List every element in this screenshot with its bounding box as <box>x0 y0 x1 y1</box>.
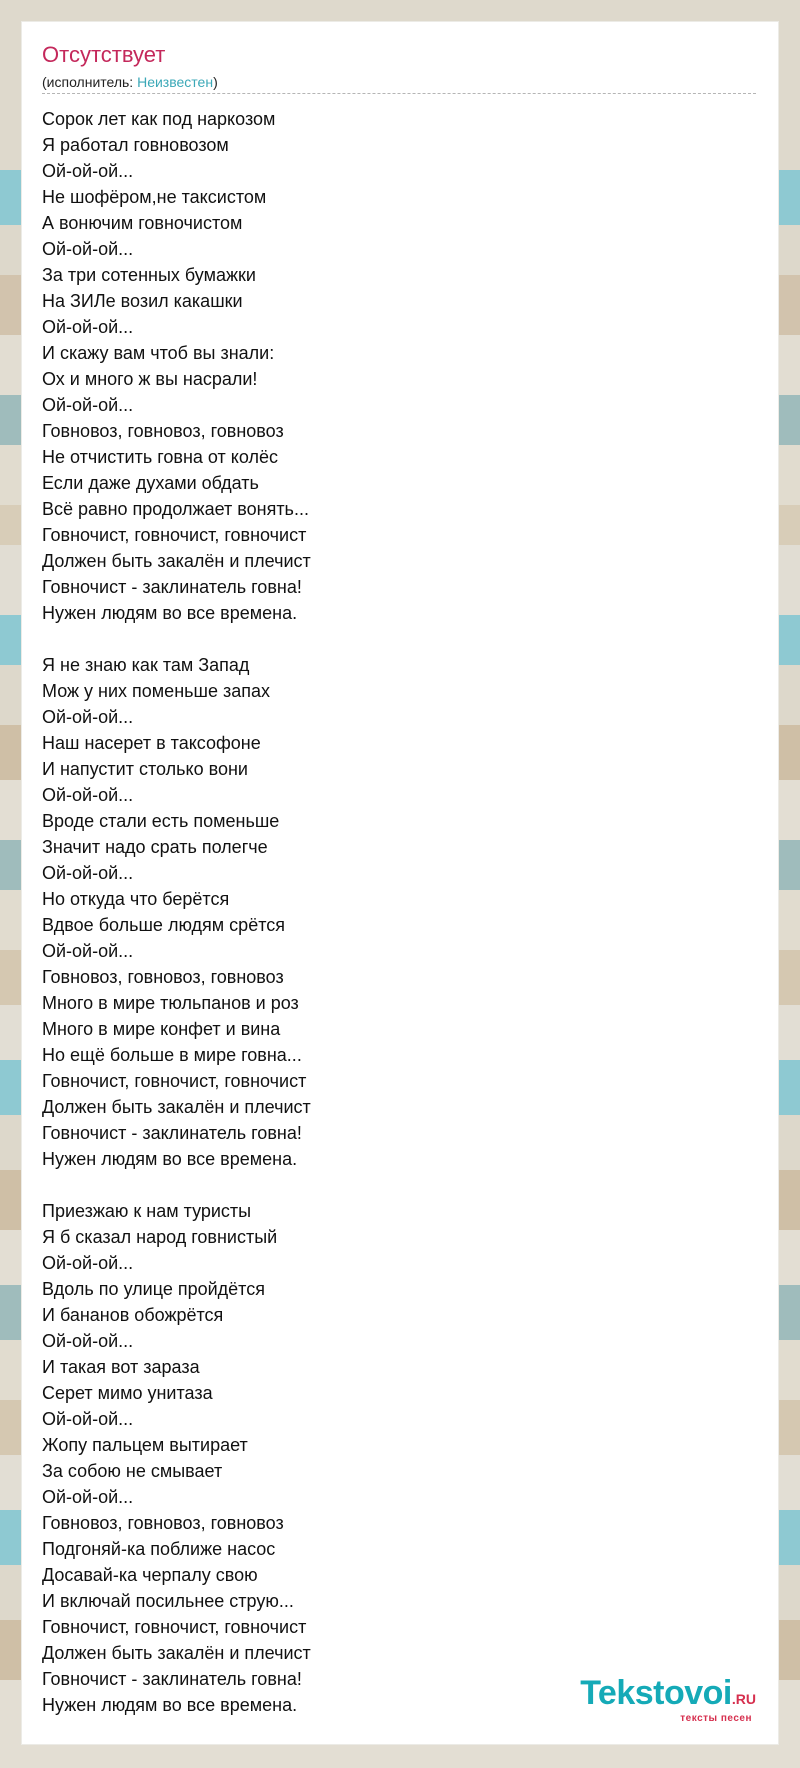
lyric-line: Говночист, говночист, говночист <box>42 1071 307 1091</box>
site-logo[interactable] <box>580 1676 756 1724</box>
lyric-line: Ой-ой-ой... <box>42 395 134 415</box>
lyric-line: Ой-ой-ой... <box>42 941 134 961</box>
lyric-line: Говночист - заклинатель говна! <box>42 577 302 597</box>
lyrics-card <box>22 22 778 1744</box>
lyric-line: Наш насерет в таксофоне <box>42 733 261 753</box>
lyric-line: Я б сказал народ говнистый <box>42 1227 278 1247</box>
lyric-line: Ой-ой-ой... <box>42 785 134 805</box>
lyric-line: Должен быть закалён и плечист <box>42 1097 311 1117</box>
lyric-line: Ой-ой-ой... <box>42 317 134 337</box>
lyric-line: Я работал говновозом <box>42 135 229 155</box>
lyric-line: Я не знаю как там Запад <box>42 655 250 675</box>
lyric-line: И такая вот зараза <box>42 1357 200 1377</box>
lyric-line: На ЗИЛе возил какашки <box>42 291 243 311</box>
lyric-line: Нужен людям во все времена. <box>42 1695 298 1715</box>
lyric-line: Говночист - заклинатель говна! <box>42 1123 302 1143</box>
stanza-gap <box>42 626 742 652</box>
artist-link[interactable]: Неизвестен <box>137 74 214 90</box>
lyric-line: За собою не смывает <box>42 1461 223 1481</box>
lyric-line: Ой-ой-ой... <box>42 863 134 883</box>
lyric-line: Много в мире конфет и вина <box>42 1019 281 1039</box>
lyric-line: Ой-ой-ой... <box>42 1487 134 1507</box>
lyric-line: Ой-ой-ой... <box>42 1331 134 1351</box>
lyric-line: И напустит столько вони <box>42 759 248 779</box>
lyrics-text <box>42 106 742 1718</box>
lyric-line: Говночист, говночист, говночист <box>42 1617 307 1637</box>
lyric-line: Но ещё больше в мире говна... <box>42 1045 302 1065</box>
lyric-line: Должен быть закалён и плечист <box>42 1643 311 1663</box>
lyric-line: Говновоз, говновоз, говновоз <box>42 421 284 441</box>
logo-main-text: Tekstovoi <box>580 1674 732 1712</box>
lyric-line: Мож у них поменьше запах <box>42 681 270 701</box>
lyric-line: И включай посильнее струю... <box>42 1591 294 1611</box>
lyric-line: Значит надо срать полегче <box>42 837 268 857</box>
lyric-line: Вдвое больше людям срётся <box>42 915 285 935</box>
lyric-line: Если даже духами обдать <box>42 473 259 493</box>
lyric-line: Нужен людям во все времена. <box>42 1149 298 1169</box>
lyric-line: Говночист, говночист, говночист <box>42 525 307 545</box>
lyric-line: Подгоняй-ка поближе насос <box>42 1539 276 1559</box>
artist-suffix: ) <box>213 74 218 90</box>
lyric-line: Должен быть закалён и плечист <box>42 551 311 571</box>
lyric-line: Ох и много ж вы насрали! <box>42 369 258 389</box>
lyric-line: Сорок лет как под наркозом <box>42 109 276 129</box>
lyric-line: А вонючим говночистом <box>42 213 243 233</box>
lyric-line: Не шофёром,не таксистом <box>42 187 267 207</box>
lyric-line: Ой-ой-ой... <box>42 1409 134 1429</box>
lyric-line: Вдоль по улице пройдётся <box>42 1279 265 1299</box>
title-divider <box>42 93 756 94</box>
lyric-line: Говночист - заклинатель говна! <box>42 1669 302 1689</box>
song-title: Отсутствует <box>42 42 166 67</box>
lyric-line: За три сотенных бумажки <box>42 265 256 285</box>
lyric-line: Серет мимо унитаза <box>42 1383 213 1403</box>
lyric-line: Ой-ой-ой... <box>42 1253 134 1273</box>
lyric-line: Приезжаю к нам туристы <box>42 1201 252 1221</box>
lyric-line: И бананов обожрётся <box>42 1305 224 1325</box>
logo-tagline: тексты песен <box>680 1713 752 1724</box>
artist-prefix: (исполнитель: <box>42 74 138 90</box>
lyric-line: Всё равно продолжает вонять... <box>42 499 309 519</box>
stanza-gap <box>42 1172 742 1198</box>
lyric-line: Нужен людям во все времена. <box>42 603 298 623</box>
lyric-line: Ой-ой-ой... <box>42 161 134 181</box>
lyric-line: Вроде стали есть поменьше <box>42 811 280 831</box>
lyric-line: Не отчистить говна от колёс <box>42 447 278 467</box>
artist-line <box>42 73 218 91</box>
logo-wordmark <box>580 1676 756 1716</box>
lyric-line: И скажу вам чтоб вы знали: <box>42 343 275 363</box>
lyric-line: Досавай-ка черпалу свою <box>42 1565 258 1585</box>
lyric-line: Жопу пальцем вытирает <box>42 1435 248 1455</box>
logo-suffix: .RU <box>731 1691 756 1707</box>
lyric-line: Ой-ой-ой... <box>42 707 134 727</box>
lyric-line: Но откуда что берётся <box>42 889 230 909</box>
lyric-line: Ой-ой-ой... <box>42 239 134 259</box>
lyric-line: Много в мире тюльпанов и роз <box>42 993 299 1013</box>
lyric-line: Говновоз, говновоз, говновоз <box>42 967 284 987</box>
lyric-line: Говновоз, говновоз, говновоз <box>42 1513 284 1533</box>
